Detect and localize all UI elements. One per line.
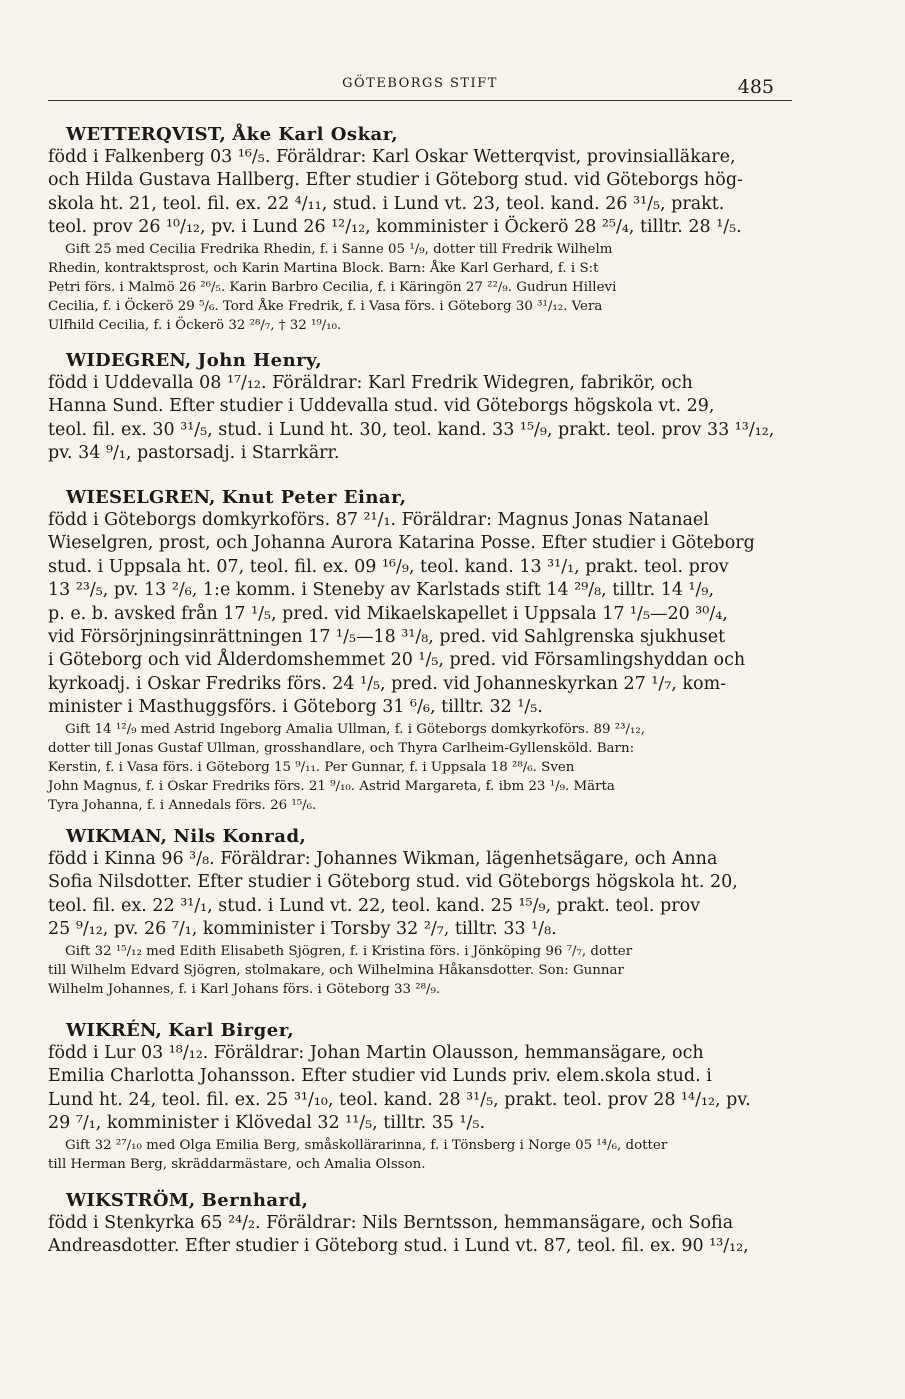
biography-entry (48, 1020, 796, 1174)
biography-entry (48, 124, 796, 335)
entry-given-names: John Henry, (197, 350, 323, 371)
biography-entry (48, 487, 796, 815)
gift-line: Ulfhild Cecilia, f. i Öckerö 32 ²⁸/₇, † 32 ¹⁹/₁₀. (48, 317, 342, 333)
gift-line: Tyra Johanna, f. i Annedals förs. 26 ¹⁵/₆. (48, 797, 317, 813)
bio-line: född i Göteborgs domkyrkoförs. 87 ²¹/₁. Föräldrar: Magnus Jonas Natanael (48, 510, 709, 530)
bio-line: Hanna Sund. Efter studier i Uddevalla stud. vid Göteborgs högskola vt. 29, (48, 396, 715, 417)
entry-name (66, 487, 796, 509)
bio-line: och Hilda Gustava Hallberg. Efter studier i Göteborg stud. vid Göteborgs hög- (48, 170, 743, 191)
entry-given-names: Nils Konrad, (173, 826, 307, 847)
bio-line: teol. fil. ex. 22 ³¹/₁, stud. i Lund vt. 22, teol. kand. 25 ¹⁵/₉, prakt. teol. prov (48, 895, 701, 916)
bio-line: pv. 34 ⁹/₁, pastorsadj. i Starrkärr. (48, 443, 340, 464)
running-title: GÖTEBORGS STIFT (342, 76, 498, 91)
entry-given-names: Åke Karl Oskar, (232, 124, 399, 145)
bio-line: Sofia Nilsdotter. Efter studier i Göteborg stud. vid Göteborgs högskola ht. 20, (48, 872, 738, 893)
bio-line: stud. i Uppsala ht. 07, teol. fil. ex. 09 ¹⁶/₉, teol. kand. 13 ³¹/₁, prakt. teol. prov (48, 556, 729, 577)
bio-line: 29 ⁷/₁, komminister i Klövedal 32 ¹¹/₅, tilltr. 35 ¹/₅. (48, 1113, 486, 1134)
biography-entry (48, 350, 796, 466)
gift-line: dotter till Jonas Gustaf Ullman, grosshandlare, och Thyra Carlheim-Gyllensköld. Barn: (48, 740, 635, 756)
bio-line: minister i Masthuggsförs. i Göteborg 31 ⁶/₆, tilltr. 32 ¹/₅. (48, 697, 543, 718)
entry-given-names: Karl Birger, (168, 1020, 295, 1041)
bio-line: vid Försörjningsinrättningen 17 ¹/₅—18 ³¹/₈, pred. vid Sahlgrenska sjukhuset (48, 627, 726, 648)
bio-line: teol. fil. ex. 30 ³¹/₅, stud. i Lund ht. 30, teol. kand. 33 ¹⁵/₉, prakt. teol. prov 33 ¹³/₁₂, (48, 419, 775, 440)
entry-surname: WIESELGREN, (66, 487, 216, 508)
bio-line: född i Lur 03 ¹⁸/₁₂. Föräldrar: Johan Martin Olausson, hemmansägare, och (48, 1043, 704, 1063)
gift-line: Cecilia, f. i Öckerö 29 ⁵/₆. Tord Åke Fredrik, f. i Vasa förs. i Göteborg 30 ³¹/₁₂. Vera (48, 298, 603, 314)
gift-line: Petri förs. i Malmö 26 ²⁶/₅. Karin Barbro Cecilia, f. i Käringön 27 ²²/₉. Gudrun Hillevi (48, 279, 617, 295)
gift-line: Wilhelm Johannes, f. i Karl Johans förs. i Göteborg 33 ²⁸/₉. (48, 981, 441, 997)
biography-entry (48, 1190, 796, 1259)
entry-surname: WIKRÉN, (66, 1020, 162, 1041)
entry-surname: WETTERQVIST, (66, 124, 226, 145)
bio-line: i Göteborg och vid Ålderdomshemmet 20 ¹/₅, pred. vid Församlingshyddan och (48, 650, 746, 671)
gift-line: Gift 32 ¹⁵/₁₂ med Edith Elisabeth Sjögren, f. i Kristina förs. i Jönköping 96 ⁷/₇, dotter (65, 943, 633, 959)
entry-name (66, 350, 796, 372)
bio-line: Andreasdotter. Efter studier i Göteborg stud. i Lund vt. 87, teol. fil. ex. 90 ¹³/₁₂, (48, 1236, 749, 1257)
entry-name (66, 1020, 796, 1042)
page-header (48, 72, 792, 101)
bio-line: Wieselgren, prost, och Johanna Aurora Katarina Posse. Efter studier i Göteborg (48, 533, 755, 554)
entry-surname: WIDEGREN, (66, 350, 192, 371)
bio-line: kyrkoadj. i Oskar Fredriks förs. 24 ¹/₅, pred. vid Johanneskyrkan 27 ¹/₇, kom- (48, 673, 727, 694)
bio-line: född i Uddevalla 08 ¹⁷/₁₂. Föräldrar: Karl Fredrik Widegren, fabrikör, och (48, 373, 693, 393)
gift-line: John Magnus, f. i Oskar Fredriks förs. 21 ⁹/₁₀. Astrid Margareta, f. ibm 23 ¹/₉. Märta (48, 778, 615, 794)
gift-line: Gift 32 ²⁷/₁₀ med Olga Emilia Berg, småskollärarinna, f. i Tönsberg i Norge 05 ¹⁴/₆, dotter (65, 1137, 668, 1153)
bio-line: född i Stenkyrka 65 ²⁴/₂. Föräldrar: Nils Berntsson, hemmansägare, och Sofia (48, 1213, 734, 1233)
bio-line: född i Kinna 96 ³/₈. Föräldrar: Johannes Wikman, lägenhetsägare, och Anna (48, 849, 718, 869)
entry-surname: WIKMAN, (66, 826, 168, 847)
entry-surname: WIKSTRÖM, (66, 1190, 196, 1211)
bio-line: Lund ht. 24, teol. fil. ex. 25 ³¹/₁₀, teol. kand. 28 ³¹/₅, prakt. teol. prov 28 ¹⁴/₁₂, pv. (48, 1089, 751, 1110)
gift-line: Rhedin, kontraktsprost, och Karin Martina Block. Barn: Åke Karl Gerhard, f. i S:t (48, 260, 599, 276)
entry-given-names: Bernhard, (201, 1190, 309, 1211)
bio-line: 25 ⁹/₁₂, pv. 26 ⁷/₁, komminister i Torsby 32 ²/₇, tilltr. 33 ¹/₈. (48, 919, 557, 940)
bio-line: född i Falkenberg 03 ¹⁶/₅. Föräldrar: Karl Oskar Wetterqvist, provinsialläkare, (48, 147, 736, 167)
gift-line: till Herman Berg, skräddarmästare, och Amalia Olsson. (48, 1156, 426, 1172)
gift-line: till Wilhelm Edvard Sjögren, stolmakare, och Wilhelmina Håkansdotter. Son: Gunnar (48, 962, 624, 978)
page-number: 485 (737, 76, 774, 98)
entry-name (66, 826, 796, 848)
bio-line: p. e. b. avsked från 17 ¹/₅, pred. vid Mikaelskapellet i Uppsala 17 ¹/₅—20 ³⁰/₄, (48, 603, 728, 624)
entry-given-names: Knut Peter Einar, (221, 487, 407, 508)
entry-name (66, 1190, 796, 1212)
bio-line: Emilia Charlotta Johansson. Efter studier vid Lunds priv. elem.skola stud. i (48, 1066, 712, 1087)
bio-line: 13 ²³/₅, pv. 13 ²/₆, 1:e komm. i Steneby av Karlstads stift 14 ²⁹/₈, tilltr. 14 ¹/₉, (48, 580, 715, 601)
entry-name (66, 124, 796, 146)
bio-line: skola ht. 21, teol. fil. ex. 22 ⁴/₁₁, stud. i Lund vt. 23, teol. kand. 26 ³¹/₅, prakt. (48, 193, 725, 214)
biography-entry (48, 826, 796, 999)
gift-line: Gift 14 ¹²/₉ med Astrid Ingeborg Amalia Ullman, f. i Göteborgs domkyrkoförs. 89 ²³/₁₂, (65, 721, 645, 737)
gift-line: Gift 25 med Cecilia Fredrika Rhedin, f. i Sanne 05 ¹/₉, dotter till Fredrik Wilhelm (65, 241, 613, 257)
gift-line: Kerstin, f. i Vasa förs. i Göteborg 15 ⁹/₁₁. Per Gunnar, f. i Uppsala 18 ²⁸/₆. Sven (48, 759, 575, 775)
bio-line: teol. prov 26 ¹⁰/₁₂, pv. i Lund 26 ¹²/₁₂, komminister i Öckerö 28 ²⁵/₄, tilltr. 28 ¹/₅. (48, 217, 742, 238)
